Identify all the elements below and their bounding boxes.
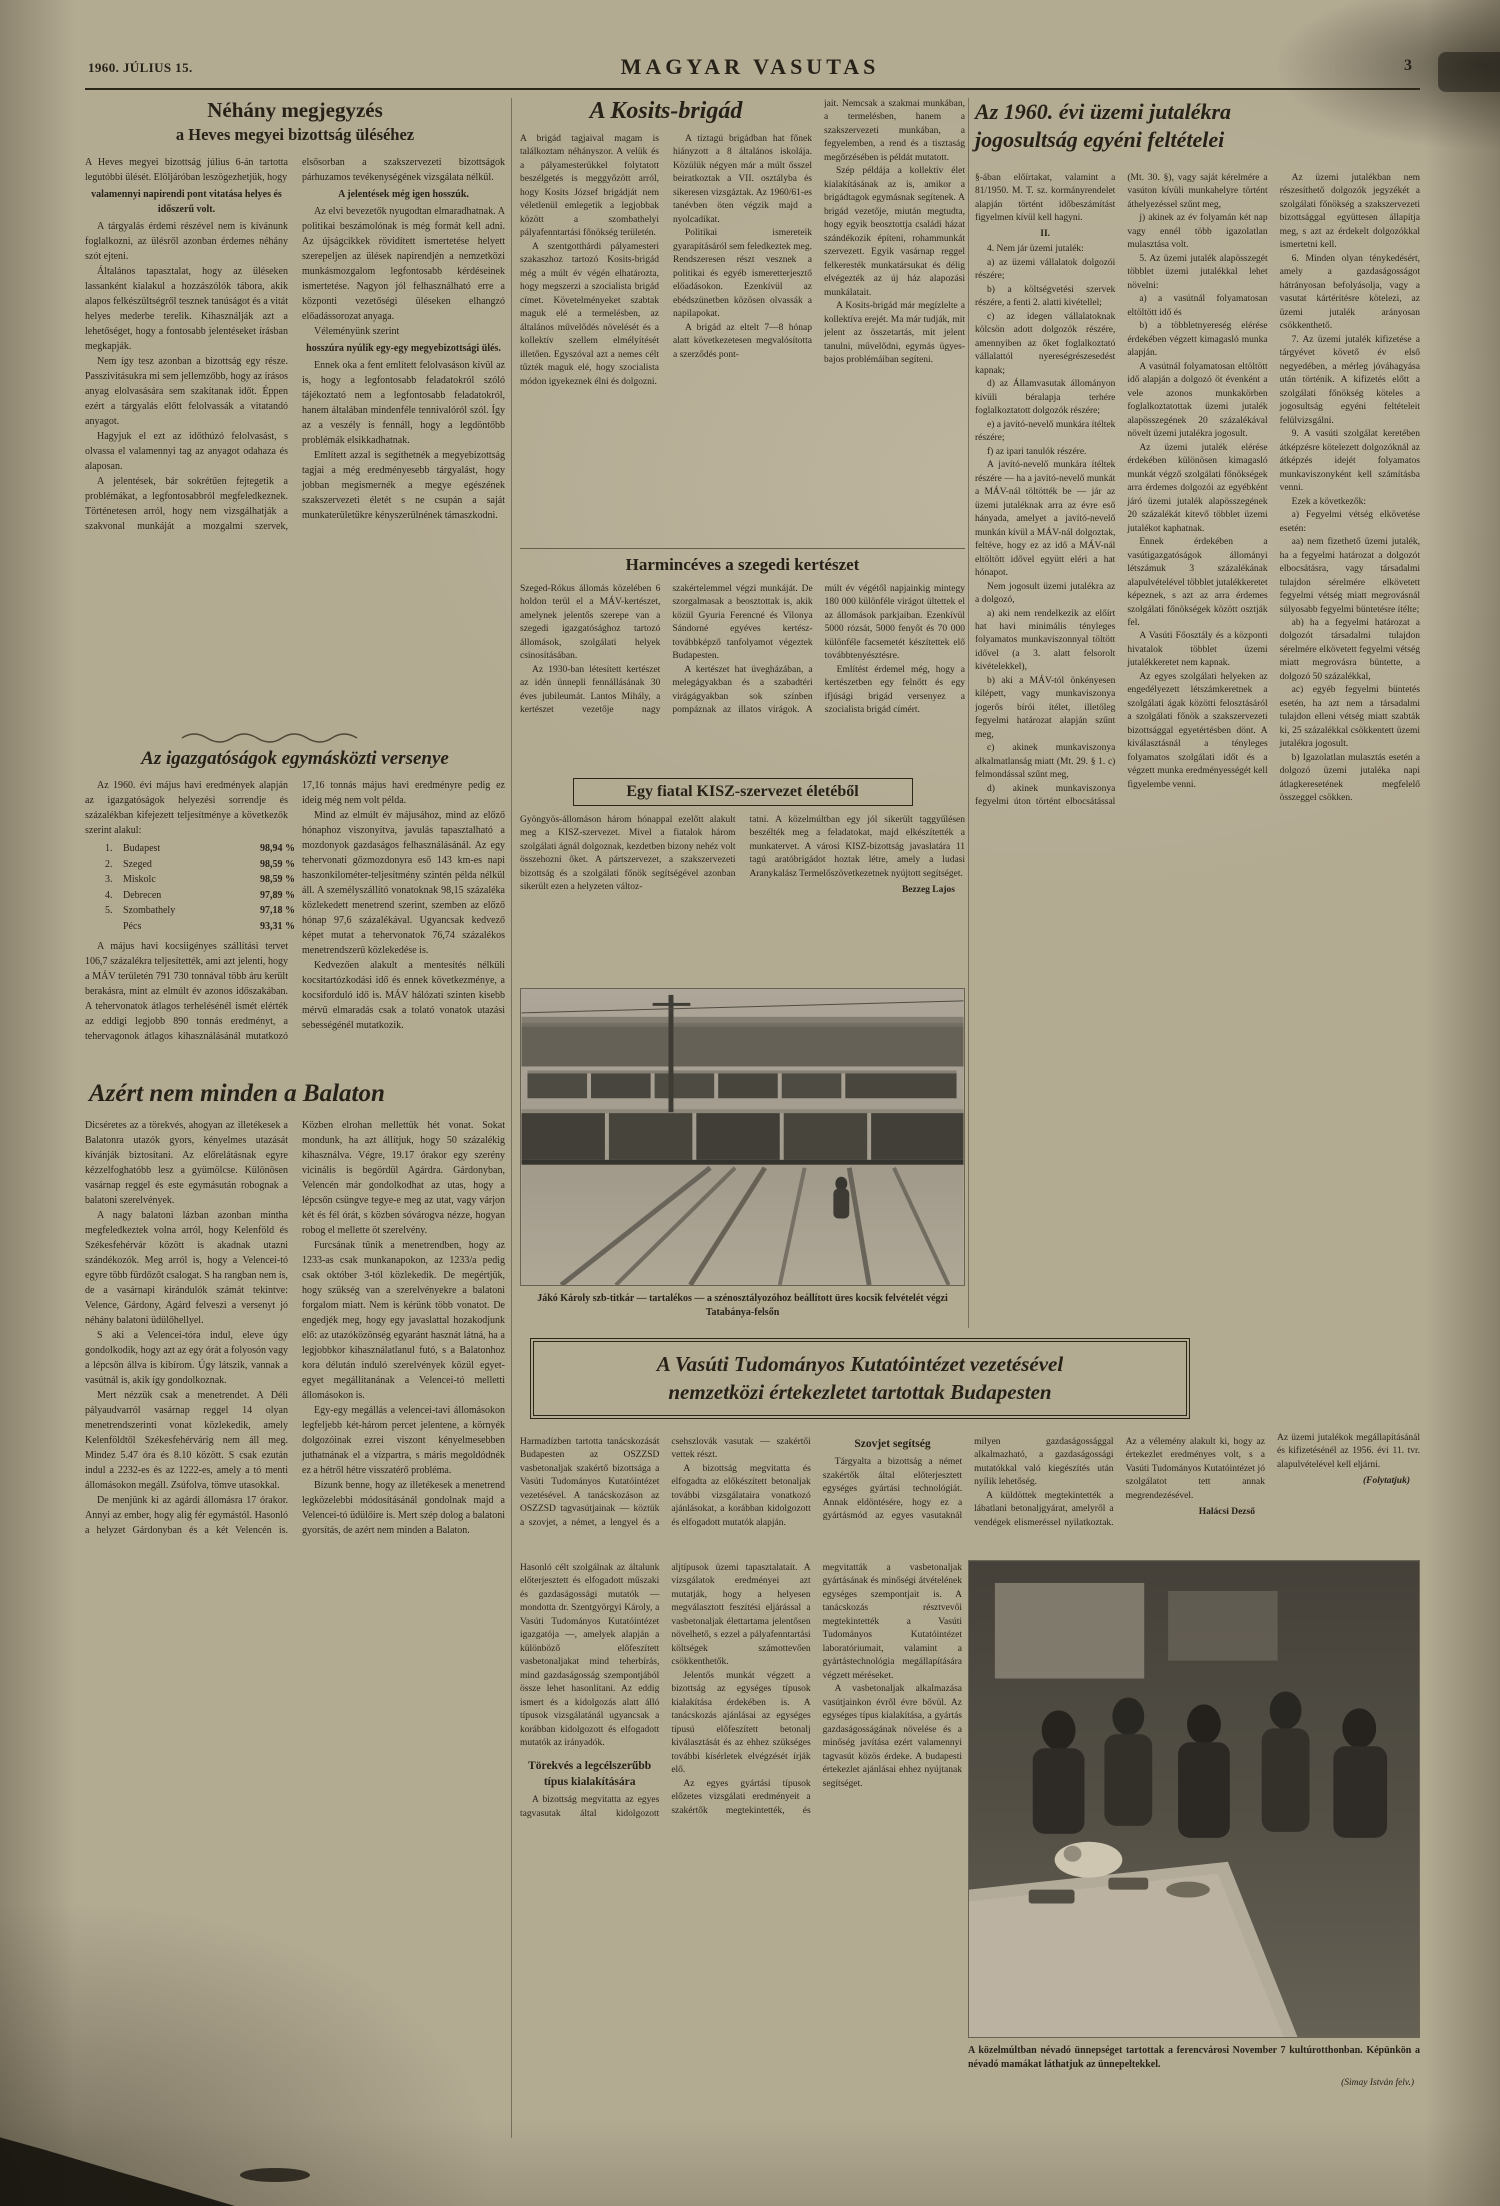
paragraph: 4. Nem jár üzemi jutalék: [987,244,1084,255]
paragraph: b) aki a MÁV-tól önkényesen kilépett, vagy munkaviszonya jogerős bírói ítélet, illetőleg fegyelmi határozat alapján szűnt meg, [975,675,1116,740]
paragraph: Az egyes gyártási típusok előzetes vizsgálati eredményeit a szakértők megtekintették, és megvitatták a vasbetonaljak gyártásának és minőségi átvételének egységes szempontjait is. A tanácskozás résztvevői megtekintették a Vasúti Tudományos Kutatóintézet laboratóriumait, valamint a gyártástechnológia megállapítására végzett méréseket. [671,1563,962,1816]
paragraph: Az egyes szolgálati helyeken az engedélyezett létszámkeretnek a szolgálati ágak közötti felosztásáról a szolgálati főnök a szakszervezeti bizottsággal egyetértésben dönt. A kiválasztásnál a tényleges folyamatos szolgálati időt és a végzett munka eredményességét kell figyelembe venni. [1127,671,1268,790]
paragraph: A brigád tagjaival magam is találkoztam néhányszor. A velük és a pályamesterükkel folytatott beszélgetés is meggyőzött arról, hogy Kosits József brigádját nem véletlenül emlegetik a legjobbak között a szombathelyi pályafenntartási főnökség területén. [520,134,659,239]
article-title: Egy fiatal KISZ-szervezet életéből [626,783,859,800]
article-title-line2: nemzetközi értekezletet tartottak Budapesten [668,1380,1052,1405]
paragraph: Szép példája a kollektív élet kialakításának az is, amikor a brigádtagok egymásnak segítenek. A brigád vezetője, miután megtudta, hogy egyik beosztottja családi házat szándékozik építeni, rohammunkát szervezett. Egyik vasárnap reggel felkeresték munkatársukat és délig elvégezték az új ház alapozási munkálatait. [824,166,965,298]
article-title: Az igazgatóságok egymásközti versenye [141,748,449,769]
rank-number [105,919,123,935]
paragraph-lead: valamennyi napirendi pont vitatása helyes és időszerű volt. [91,189,282,215]
paragraph: aa) nem fizethető üzemi jutalék, ha a fegyelmi határozat a dolgozót elbocsátásra, vagy társadalmi tulajdon sérelmére elkövetett fegyelmi vétség miatt megrovásnál súlyosabb fegyelmi büntetésre ítélte; [1279,537,1420,615]
paragraph: Gyöngyös-állomáson három hónappal ezelőtt alakult meg a KISZ-szervezet. Mivel a fiatalok három szolgálati ágnál dolgoznak, kezdetben bizony nehéz volt összehozni őket. A pártszervezet, a szakszervezeti bizottság és a szolgálati főnök segítségével azonban sikerült ezen a helyzeten változ- [520,815,736,893]
table-row [105,872,295,888]
rank-number: 2. [105,858,113,870]
article-jutalek-tail [1277,1432,1420,1552]
paragraph: A brigád az eltelt 7—8 hónap alatt következetesen megvalósította a szerződés pont- [673,322,812,360]
article-title-box [573,778,913,806]
article-body [85,155,505,735]
paragraph: b) a költségvetési szervek részére, a fenti 2. alatti kivétellel; [975,284,1116,309]
paragraph: b) a többletnyereség elérése érdekében végzett kimagasló munka alapján. [1127,321,1268,359]
directorate-percent: 98,59 % [260,874,295,885]
paragraph: j) akinek az év folyamán két nap vagy ennél több igazolatlan mulasztása volt. [1127,213,1268,251]
paragraph: A tárgyalás érdemi részével nem is kívánunk foglalkozni, az ülésről azonban érdemes néhány szót ejteni. [85,221,288,262]
paragraph: d) akinek munkaviszonya fegyelmi úton történt elbocsátással (Mt. 30. §), vagy saját kérelmére a vasúton kívüli munkahelyre történt áthelyezéssel szűnt meg, [975,173,1268,808]
article-body [520,133,812,531]
paragraph: Hasonló célt szolgálnak az általunk előterjesztett és elfogadott műszaki és gazdaságossági mutatók — mondotta dr. Szentgyörgyi Károly, a Vasúti Tudományos Kutatóintézet igazgatója —, amelyek alapján a különböző előfeszített vasbetonaljakat mind teherbírás, mind gazdaságosság szempontjából össze lehet hasonlítani. Az eddig ismert és a kidolgozás alatt álló típusok vizsgálatánál ugyancsak a korábban kidolgozott és elfogadott mutatók az irányadók. [520,1563,660,1749]
directorate-name: Pécs [123,920,142,932]
kosits-continuation-column [824,98,965,545]
paragraph-lead: II. [1040,228,1051,239]
article-body [85,778,505,1046]
photo-grain-overlay [521,989,963,1285]
paragraph: Egy-egy megállás a velencei-tavi állomásokon legfeljebb két-három percet jelentene, a környék dolgozóinak ezrei viszont kényelmesebben juthatnának el a vízpartra, s máris megoldódnék ez a hétről hétre visszatérő probléma. [302,1405,505,1476]
table-row [105,888,295,904]
paragraph: Bízunk benne, hogy az illetékesek a menetrend legközelebbi módosításánál gondolnak majd a Velencei-tó üdülőire is. Mert szép dolog a balatoni gyorsítás, de azért nem minden a Balaton. [302,1480,505,1536]
paragraph: d) az Államvasutak állományon kívüli béralapja terhére foglalkoztatott dolgozók részére; [975,379,1116,417]
paragraph: ab) ha a fegyelmi határozat a dolgozót társadalmi tulajdon sérelmére elkövetett fegyelmi vétség miatt megrovásra büntette, a dolgozó 50 százalékkal, [1279,617,1420,682]
paragraph: jait. Nemcsak a szakmai munkában, a termelésben, hanem a szakszervezeti munkában, a fegyelemben, a rend és a tisztaság megőrzésében is példát mutatott. [824,99,965,163]
article-heves [85,98,505,742]
directorate-name: Budapest [123,843,161,854]
rank-number: 4. [105,889,113,901]
article-subtitle: a Heves megyei bizottság üléséhez [175,125,415,144]
paragraph: De menjünk ki az agárdi állomásra 17 órakor. Annyi az ember, hogy alig fér egymástól. Hasonló a helyzet Gárdonyban és a két Velencén is. Közben elrohan mellettük hét vonat. Sokat mondunk, ha azt állítjuk, hogy 50 százalékig kihasználva. Végre, 19.17 órakor egy szerény vicinális is begördül Agárdra. Gárdonyban, Velencén már gondolkodhat az utas, hogy a lépcsőn csüngve tegye-e meg az utat, vagy várjon két és fél órát, s közben sóvárogva nézze, hogyan robog el mellette öt szerelvény. [85,1120,505,1536]
paragraph: Az üzemi jutalékok megállapításánál és kifizetésénél az 1956. évi 11. tvr. alapulvételével kell eljárni. [1277,1433,1420,1470]
article-szegedi-kerteszet [520,548,965,772]
directorate-percent: 97,89 % [260,889,295,901]
directorate-name: Szombathely [123,905,176,916]
section-subhead: Szovjet segítség [854,1438,931,1450]
paragraph: c) az idegen vállalatoknak kölcsön adott dolgozók részére, amennyiben az őket foglalkoztató vállalattól nyereségrészesedést kapnak; [975,311,1116,376]
paragraph: A bizottság megvitatta és elfogadta az előkészített betonaljak további vizsgálataira vonatkozó ajánlásokat, a korábban kidolgozott és elfogadott mutatók alapján. [671,1463,811,1528]
paragraph-lead: hosszúra nyúlik egy-egy megyebizottsági ülés. [306,343,501,354]
article-title: Néhány megjegyzés [207,98,383,122]
article-igazgatosagok [85,748,505,1072]
directorate-ranking-table [105,841,295,934]
author-signature: Bezzeg Lajos [901,885,955,896]
article-title: A Kosits-brigád [589,98,743,124]
paragraph: c) akinek munkaviszonya alkalmatlanság miatt (Mt. 29. § 1. c) felmondással szűnt meg, [975,743,1116,781]
paragraph: A jelentések, bár sokrétűen fejtegetik a problémákat, a legfontosabbról megfeledkeznek. Történetesen arról, hogy nem vizsgálhatják a szakvonal munkáját a mozgalmi szervek, elsősorban a szakszervezeti bizottságok párhuzamos tevékenységének vizsgálata nélkül. [85,157,505,532]
paragraph: Nem jogosult üzemi jutalékra az a dolgozó, [975,581,1116,606]
kosits-main-block [520,98,812,545]
paragraph: Ennek oka a fent említett felolvasáson kívül az is, hogy a legfontosabb feladatokról szóló tájékoztató nem a legfontosabb feladatokról, hanem általában mindenféle tennivalóról szól. Így az a veszély is fennáll, hogy a legdöntőbb problémák elsikkadhatnak. [302,360,505,446]
paragraph: A küldöttek megtekintették a lábatlani betonaljgyárat, amelyről a vendégek elismeréssel nyilatkoztak. Az a vélemény alakult ki, hogy az értekezlet eredményes volt, s a Vasúti Tudományos Kutatóintézet jó szolgálatot tett annak megrendezésével. [974,1437,1265,1528]
photo-caption: A közelmúltban névadó ünnepséget tartottak a ferencvárosi November 7 kultúrotthonban. Képünkön a névadó mamákat láthatjuk az ünnepeltekkel. [968,2045,1420,2070]
masthead-title: MAGYAR VASUTAS [620,54,880,79]
article-title: Harmincéves a szegedi kertészet [625,555,860,574]
article-title: Azért nem minden a Balaton [89,1080,385,1107]
paragraph: Említett azzal is segíthetnék a megyebizottság tagjai a még eredményesebb tárgyalást, hogy jobban megismernék a megye egészének szakszervezeti életét s ne csupán a saját munkaterületükre kényszerülnének támaszkodni. [302,450,505,521]
paragraph: Ennek érdekében a vasútigazgatóságok állományi létszámuk 3 százalékának alapulvételével többlet jutalékkeretet képeznek, s azt az arra érdemes szolgálati főnökségek között osztják fel. [1127,537,1268,628]
article-kosits [520,98,965,545]
photo-naming-ceremony [968,1560,1420,2038]
paragraph: Az 1960. évi május havi eredmények alapján az igazgatóságok helyezési sorrendje és százalékban kifejezett teljesítménye a következők szerint alakul: [85,780,288,836]
masthead-page-number: 3 [1404,57,1412,74]
paragraph: A bizottság megvitatta az egyes tagvasutak által kidolgozott aljtípusok üzemi tapasztalatait. A vizsgálatok eredményei azt mutatják, hogy a helyesen megválasztott feszítési eljárással a vasbetonaljak élettartama jelentősen növelhető, s ezzel a pályafenntartási költségek számottevően csökkenthetők. [520,1563,811,1819]
photo-grain-overlay [969,1561,1419,2037]
article-vasuti-body-upper [520,1436,1265,1554]
paragraph: A vasútnál folyamatosan eltöltött idő alapján a dolgozó öt évenként a vele azonos munkakörben foglalkoztatottak üzemi jutalék alapösszegének 20 százalékával növelt üzemi jutalékra jogosult. [1127,361,1268,440]
table-row [105,919,295,935]
directorate-name: Szeged [123,858,152,870]
article-title-line2: jogosultság egyéni feltételei [975,126,1225,152]
paragraph: a) Fegyelmi vétség elkövetése esetén: [1279,510,1420,534]
paragraph: A nagy balatoni lázban azonban mintha megfeledkeztek volna arról, hogy Kelenföld és Székesfehérvár között is akadnak utazni szándékozók. Meg arról is, hogy a Velencei-tó egyre több fürdőzőt csalogat. S ha rangban nem is, de a vasárnapi kirándulók számát tekintve: Velence, Gárdony, Agárd felveszi a versenyt jó néhány balatoni üdülőhellyel. [85,1210,288,1326]
paragraph: Általános tapasztalat, hogy az üléseken lassanként kialakul a hozzászólók tábora, akik alapos felkészültségről tesznek tanúságot és a vitát helyes mederbe terelik. Kihasználják azt a lehetőséget, hogy a fontosabb jelentéseket írásban megkapják. [85,266,288,352]
column-divider [968,98,969,1328]
paragraph: Dicséretes az a törekvés, ahogyan az illetékesek a Balatonra utazók gyors, kényelmes utazását kívánják biztosítani. Az előrelátásnak egyre kézzelfoghatóbb lesz a gyümölcse. Különösen vasárnap reggel és este egymásután robognak a balatoni szerelvények. [85,1120,288,1206]
paragraph: Véleményünk szerint [314,326,400,337]
paragraph: A május havi kocsiigényes szállítási tervet 106,7 százalékra teljesítették, ami azt jelenti, hogy a MÁV területén 791 730 tonnával több áru került berakásra, mint az elmúlt év azonos időszakában. A tehervonatok átlagos terhelésénél ismét elérték az eddigi legjobb 890 tonnás eredményt, a tehervagonok átlagos kihasználásánál mutatkozó 17,16 tonnás május havi eredményre pedig ez ideig még nem volt példa. [85,780,505,1042]
paragraph: A Kosits-brigád már megízlelte a kollektíva erejét. Ma már tudják, mit jelent az összetartás, mit jelent tanulni, művelődni, egymás ügyes-bajos problémáiban segíteni. [824,301,965,366]
table-row [105,857,295,873]
paragraph: Nem így tesz azonban a bizottság egy része. Passzivitásukra mi sem jellemzőbb, hogy az írásos anyag elolvasására sem szakítanak időt. Éppen ezért a tárgyalás előtt felolvassák a vitatandó anyagot. [85,356,288,427]
photo-caption: Jákó Károly szb-titkár — tartalékos — a szénosztályozóhoz beállított üres kocsik felvételét végzi Tatabánya-felsőn [537,1293,948,1318]
paragraph: 6. Minden olyan ténykedésért, amely a gazdaságosságot hátrányosan befolyásolja, vagy a vasutat kártérítésre kötelezi, az üzemi jutalék arányosan csökkenthető. [1279,253,1420,332]
rank-number: 1. [105,843,113,854]
paragraph: A kertészet hat üvegházában, a melegágyakban és a szabadtéri virágágyakban sok színben pompáznak az illatos virágok. A múlt év végétől napjainkig mintegy 180 000 különféle virágot ültettek el az állomások parkjaiban. Ezenkívül 5000 rózsát, 5000 fenyőt és 70 000 különféle facsemetét készítettek elő továbbtenyésztésre. [672,584,965,716]
article-body [85,1118,505,2108]
paragraph: Hagyjuk el ezt az időthúzó felolvasást, s olvassa el valamennyi tag az anyagot odahaza és alaposan. [85,431,288,472]
table-row [105,841,295,857]
table-row [105,903,295,919]
rank-number: 5. [105,905,113,916]
paragraph: Mind az elmúlt év májusához, mind az előző hónaphoz viszonyítva, javulás tapasztalható a mozdonyok gazdaságos felhasználásánál. Az egy tehervonati gőzmozdonyra eső 143 km-es napi haszonkilométer-teljesítmény szintén példa nélkül áll. A személyszállító vonatoknak 98,15 százaléka közlekedett menetrend szerint, szemben az előző hónap 97,6 százalékával. Ugyancsak kedvező képet mutat a tehervonatok 76,74 százalékos menetrendszerű közlekedése is. [302,810,505,956]
paragraph: Az elvi bevezetők nyugodtan elmaradhatnak. A politikai beszámolónak is még formát kell adni. Az újságcikkek rövidített ismertetése helyett szerepeljen az ülések napirendjén a nemzetközi munkásmozgalom legfontosabb kérdéseinek ismertetése. Nagyon jól felhasználható erre a központi vezetőségi üléseken elhangzó előadássorozat anyaga. [302,206,505,322]
paragraph: A javító-nevelő munkára ítéltek részére — ha a javító-nevelő munkát a MÁV-nál töltötték be — jár az üzemi jutaléknak arra az évre eső hányada, amelyet a javító-nevelő munkán kívül a MÁV-nál dolgoztak, feltéve, hogy ez az idő a MÁV-nál eltöltött idővel együtt eléri a hat hónapot. [975,460,1116,579]
paragraph: §-ában előírtakat, valamint a 81/1950. M. T. sz. kormányrendelet alapján történt időbeszámítást figyelmen kívül kell hagyni. [975,173,1116,224]
paragraph: A Vasúti Főosztály és a központi hivatalok többlet üzemi jutalékkeretet nem kapnak. [1127,631,1268,669]
masthead-rule [85,88,1420,90]
paragraph: e) a javító-nevelő munkára ítéltek részére; [975,419,1116,444]
column-divider [511,98,512,2138]
paragraph: A szentgotthárdi pályamesteri szakaszhoz tartozó Kosits-brigád még a múlt év végén elhatározta, hogy megszerzi a szocialista brigád címet. Követelményeket szabtak maguk elé a termelésben, az általános művelődés növelését és a kollektív szellem elmélyítését illetően. Egyszóval azt a nemes célt tűzték maguk elé, hogy szocialista módon igyekeznek élni és dolgozni. [520,241,659,387]
paragraph: Mert nézzük csak a menetrendet. A Déli pályaudvarról vasárnap reggel 14 olyan menetrendszerinti vonat közlekedik, amely Kelenföldtől Székesfehérvárig nem áll meg. Mindez 5.47 óra és 8.10 között. S csak ezután indul a 2232-es és az 1222-es, amely a tó menti állomásokon megáll. Zsúfolva, tömve utasokkal. [85,1390,288,1491]
photo-railway-yard [520,988,965,1286]
article-jutalek-body [975,172,1420,1424]
paragraph: A tíztagú brigádban hat főnek hiányzott a 8 általános iskolája. Közülük négyen már a múlt ősszel beiratkoztak a VII. osztályba és sikeresen vizsgáztak. Az 1960/61-es tanévben öten végzik majd a nyolcadikat. [673,134,812,225]
author-signature: Halácsi Dezső [1198,1507,1255,1518]
article-body [520,583,965,761]
paper-stain [240,2168,310,2182]
directorate-percent: 93,31 % [260,920,295,932]
paragraph: Az 1930-ban létesített kertészet az idén ünnepli fennállásának 30 éves jubileumát. Lantos Mihály, a kertészet vezetője nagy szakértelemmel végzi munkáját. De szorgalmasak a beosztottak is, akik közül Gyuria Ferencné és Vilonya Sándorné egyéves kertész-továbbképző tanfolyamot végeztek Budapesten. [520,584,813,716]
paragraph: Jelentős munkát végzett a bizottság az egységes típusok kialakítása érdekében is. A tanácskozás ajánlásai az egységes típusú előfeszített betonalj kiválasztását és az ehhez szükséges további kísérletek elvégzését írják elő. [671,1670,811,1776]
section-subhead: Törekvés a legcélszerűbb típus kialakítására [528,1759,652,1789]
paragraph: 9. A vasúti szolgálat keretében átképzésre kötelezett dolgozóknál az átképzés idejét folyamatos munkaviszonyként kell számításba venni. [1279,429,1420,494]
photo-credit: (Simay István felv.) [1341,2078,1414,2088]
directorate-percent: 98,59 % [260,858,295,870]
article-kisz [520,778,965,984]
paragraph: Harmadízben tartotta tanácskozását Budapesten az OSZZSD vasbetonaljak szakértő bizottsága a Vasúti Tudományos Kutatóintézet vezetésével. A tanácskozáson az OSZZSD tagvasútjainak — köztük a szovjet, a német, a lengyel és a csehszlovák vasutak — szakértői vettek részt. [520,1437,811,1528]
paragraph: Kedvezően alakult a mentesítés nélküli kocsitartózkodási idő és ennek következménye, a kocsiforduló idő is. MÁV hálózati szinten kisebb mérvű elmaradás csak a tolató vonatok utazási sebességénél mutatkozik. [302,960,505,1031]
paragraph: a) az üzemi vállalatok dolgozói részére; [975,257,1116,282]
paragraph: 5. Az üzemi jutalék alapösszegét többlet üzemi jutalékkal lehet növelni: [1127,253,1268,291]
directorate-name: Debrecen [123,889,162,901]
article-title-line1: A Vasúti Tudományos Kutatóintézet vezetésével [656,1352,1064,1376]
article-title-line1: Az 1960. évi üzemi jutalékra [975,99,1232,124]
paragraph: tatni. A közelmúltban egy jól sikerült taggyűlésen beszélték meg a feladatokat, majd elkészítették a munkatervet. A városi KISZ-bizottság javaslatára 11 tagú aratóbrigádot hoztak létre, amely a ludasi Aranykalász Termelőszövetkezetnek nyújtott segítséget. [749,815,965,879]
paragraph: Tárgyalta a bizottság a német szakértők által előterjesztett egységes gyártási technológiát. Annak eldöntésére, hogy ez a gyártásmód az egyes vasutaknál milyen gazdaságossággal alkalmazható, a gazdaságossági mutatókkal való kiegészítés után nyílik lehetőség. [822,1437,1114,1522]
paragraph: A Heves megyei bizottság július 6-án tartotta legutóbbi ülését. Elöljáróban leszögezhetjük, hogy [85,157,288,183]
directorate-name: Miskolc [123,874,156,885]
paragraph: Furcsának tűnik a menetrendben, hogy az 1233-as csak munkanapokon, az 1233/a pedig csak október 3-tól közlekedik. De megértjük, hogy szükség van a szerelvényekre a balatoni forgalom miatt. Nem is kérünk több vonatot. De engedjék meg, hogy egy javaslattal hozakodjunk elő: az utazóközönség egyaránt hasznát látná, ha a legjobbkor kihasználatlanul futó, s a Balatonhoz kora délután induló szerelvények közül egyet-egyet megállítanának a Velencei-tó melletti állomásokon is. [302,1240,505,1401]
article-jutalek [975,98,1420,153]
directorate-percent: 98,94 % [260,843,295,854]
paragraph: Politikai ismereteik gyarapításáról sem feledkeztek meg. Rendszeresen részt vesznek a politikai és egyéb ismeretterjesztő előadásokon. Ezenkívül az ebédszünetben közösen olvassák a napilapokat. [673,228,812,320]
paragraph: S aki a Velencei-tóra indul, eleve úgy gondolkodik, hogy azt az egy órát a folyosón vagy a lépcsőn állva is kibírom. Úgy látszik, vannak a vasútnál is, akik így gondolkoznak. [85,1330,288,1386]
paragraph: b) Igazolatlan mulasztás esetén a dolgozó üzemi jutaléka napi átlagkeresetének megfelelő összeggel csökken. [1279,752,1420,804]
paragraph: A vasbetonaljak alkalmazása vasútjainkon évről évre bővül. Az egységes típus kialakítása, a gyártás gazdaságosságának növelése és a minőség javítása ezért valamennyi tagvasút közös érdeke. A budapesti értekezlet ajánlásai ehhez nyújtanak segítséget. [822,1684,962,1789]
paragraph: 7. Az üzemi jutalék kifizetése a tárgyévet követő év első negyedében, a mérleg jóváhagyása után történik. A kifizetés előtt a szolgálati főnökség köteles a jogosultság egyéni feltételeit felülvizsgálni. [1279,334,1420,426]
directorate-percent: 97,18 % [260,905,295,916]
article-vasuti-body-lower [520,1562,962,2138]
article-body [520,814,965,964]
paragraph: Az üzemi jutalék elérése érdekében különösen kimagasló munkát végző szolgálati főnökségek arra érdemes dolgozói az egyébként járó üzemi jutalék alapösszegének 20 százalékát kitevő többlet üzemi jutalékot kaphatnak. [1127,442,1268,534]
paragraph: Említést érdemel még, hogy a kertészetben egy felnőtt és egy ifjúsági brigád versenyez a szocialista brigád címért. [824,664,965,716]
wavy-divider [180,732,380,744]
paragraph: Ezek a következők: [1291,496,1367,507]
masthead-date: 1960. JÚLIUS 15. [88,60,193,75]
paper-stain [1438,52,1500,92]
rank-number: 3. [105,874,113,885]
paragraph: ac) egyéb fegyelmi büntetés esetén, ha azt nem a társadalmi tulajdon elleni vétség miatt szabták ki, 25 százalékkal csökkentett üzemi jutalékra jogosult. [1279,685,1420,750]
paragraph: Az üzemi jutalékban nem részesíthető dolgozók jegyzékét a szolgálati főnökség a szakszervezeti bizottsággal együttesen állapítja meg, s azt az érdekelt dolgozókkal ismertetni kell. [1279,173,1420,251]
paragraph-lead: A jelentések még igen hosszúk. [338,189,469,200]
to-be-continued: (Folytatjuk) [1363,1476,1410,1487]
paragraph: a) aki nem rendelkezik az előírt hat havi minimális tényleges folyamatos munkaviszonnyal töltött idővel (a 3. alatt felsorolt kivételekkel), [975,608,1116,673]
paragraph: f) az ipari tanulók részére. [987,446,1087,457]
paragraph: a) a vasútnál folyamatosan eltöltött idő és [1127,294,1268,318]
paragraph: Szeged-Rókus állomás közelében 6 holdon terül el a MÁV-kertészet, amelynek jelentős szerepe van a szegedi igazgatósághoz tartozó állomások, szolgálati helyek csinosításában. [520,584,661,662]
article-balaton [85,1080,505,2138]
